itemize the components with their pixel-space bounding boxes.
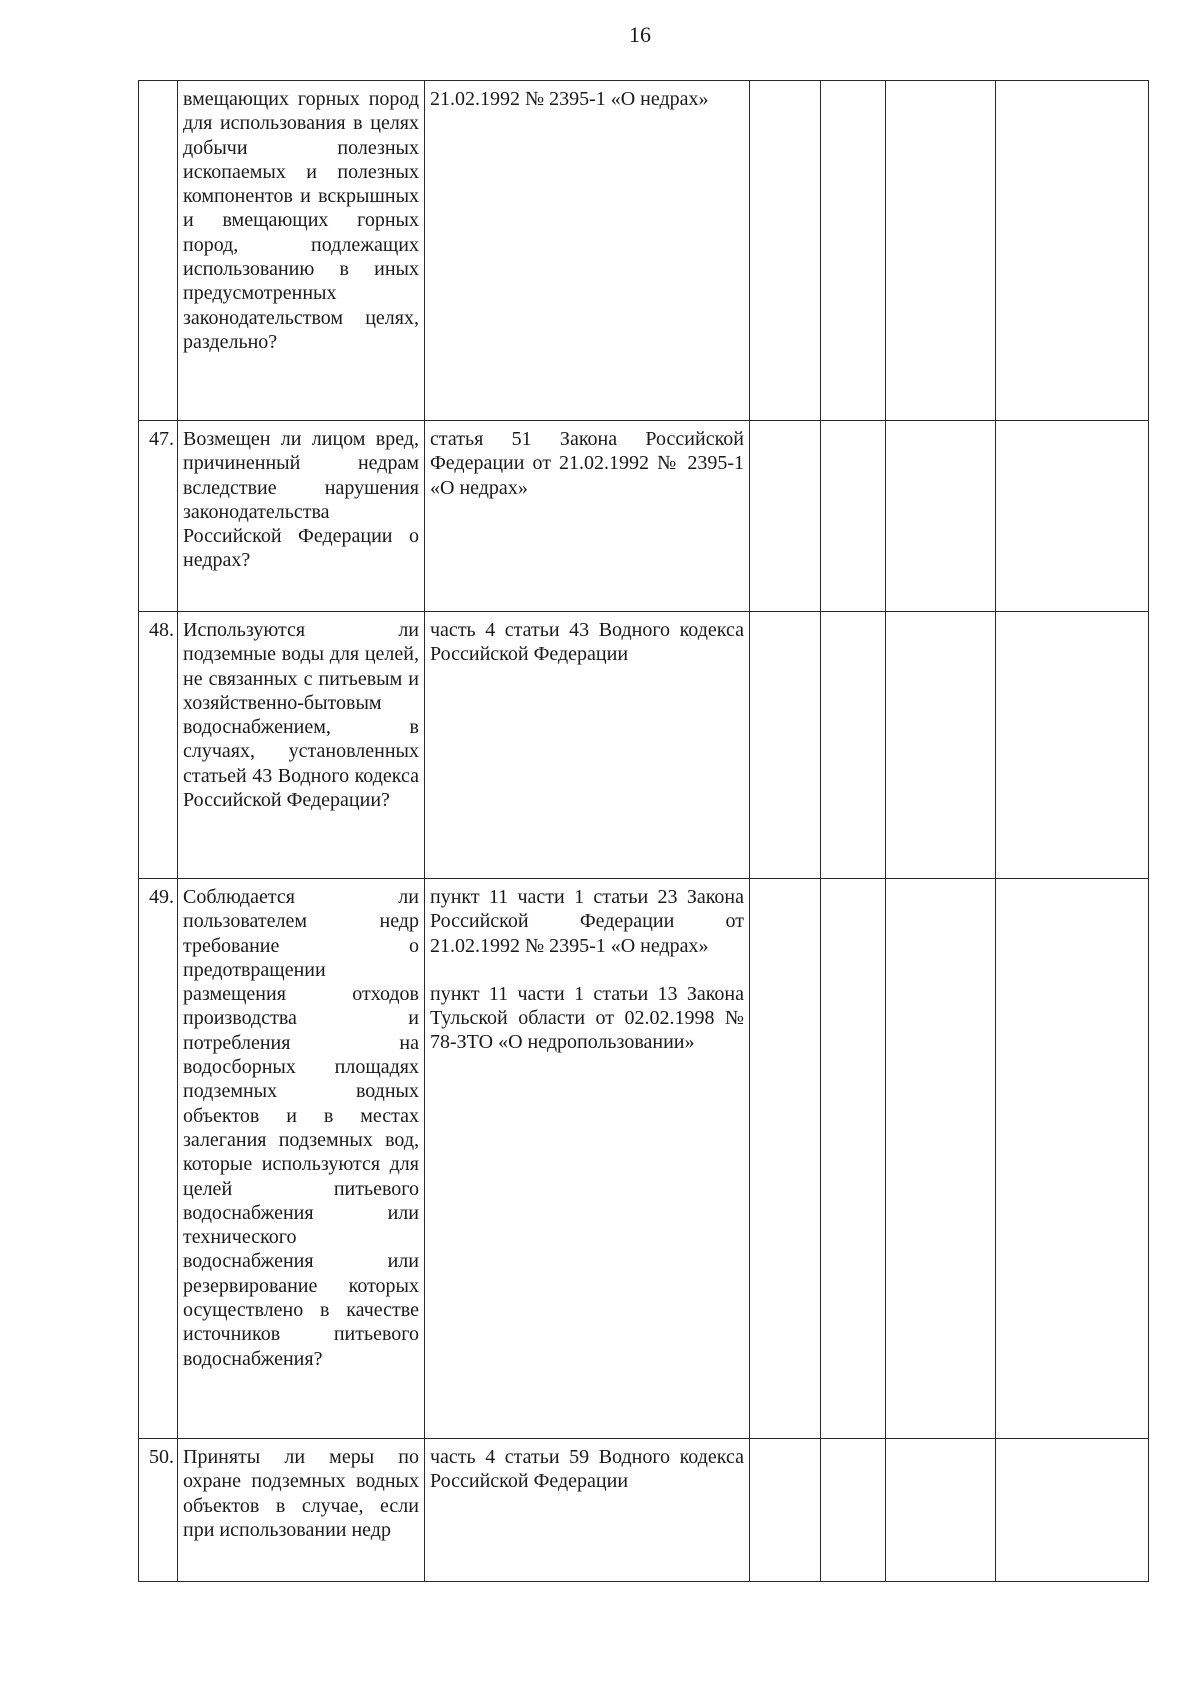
row-number: 47. (139, 421, 178, 612)
legal-basis-paragraph: часть 4 статьи 59 Водного кодекса Российской Федерации (430, 1446, 744, 1493)
answer-cell-not-applicable (886, 1439, 996, 1582)
question-text: Приняты ли меры по охране подземных водных объектов в случае, если при использовании недр (178, 1439, 425, 1582)
answer-cell-not-applicable (886, 81, 996, 421)
legal-basis (425, 612, 750, 879)
question-text: Используются ли подземные воды для целей, не связанных с питьевым и хозяйственно-бытовым водоснабжением, в случаях, установленных статьей 43 Водного кодекса Российской Федерации? (178, 612, 425, 879)
question-text: Возмещен ли лицом вред, причиненный недрам вследствие нарушения законодательства Российской Федерации о недрах? (178, 421, 425, 612)
question-text: вмещающих горных пород для использования в целях добычи полезных ископаемых и полезных компонентов и вскрышных и вмещающих горных пород, подлежащих использованию в иных предусмотренных законодательством целях, раздельно? (178, 81, 425, 421)
row-number: 48. (139, 612, 178, 879)
question-text: Соблюдается ли пользователем недр требование о предотвращении размещения отходов производства и потребления на водосборных площадях подземных водных объектов и в местах залегания подземных вод, которые используются для целей питьевого водоснабжения или технического водоснабжения или резервирование которых осуществлено в качестве источников питьевого водоснабжения? (178, 879, 425, 1439)
answer-cell-not-applicable (886, 879, 996, 1439)
answer-cell-not-applicable (886, 421, 996, 612)
answer-cell-no (821, 421, 886, 612)
answer-cell-yes (750, 81, 821, 421)
answer-cell-yes (750, 879, 821, 1439)
legal-basis-paragraph: пункт 11 части 1 статьи 23 Закона Российской Федерации от 21.02.1992 № 2395-1 «О недрах» (430, 886, 744, 957)
note-cell (996, 612, 1149, 879)
note-cell (996, 879, 1149, 1439)
note-cell (996, 81, 1149, 421)
answer-cell-no (821, 879, 886, 1439)
row-number: 50. (139, 1439, 178, 1582)
legal-basis-paragraph: пункт 11 части 1 статьи 13 Закона Тульской области от 02.02.1998 № 78-ЗТО «О недропользовании» (430, 982, 744, 1054)
page-number: 16 (629, 22, 651, 47)
answer-cell-not-applicable (886, 612, 996, 879)
legal-basis (425, 879, 750, 1439)
legal-basis-paragraph: часть 4 статьи 43 Водного кодекса Российской Федерации (430, 619, 744, 666)
legal-basis (425, 1439, 750, 1582)
legal-basis (425, 81, 750, 421)
table-row (139, 879, 1149, 1439)
answer-cell-no (821, 81, 886, 421)
answer-cell-yes (750, 612, 821, 879)
legal-basis (425, 421, 750, 612)
note-cell (996, 1439, 1149, 1582)
checklist-table (138, 80, 1149, 1582)
row-number (139, 81, 178, 421)
answer-cell-no (821, 612, 886, 879)
legal-basis-paragraph: 21.02.1992 № 2395-1 «О недрах» (430, 88, 709, 110)
table-row (139, 421, 1149, 612)
table-row (139, 1439, 1149, 1582)
note-cell (996, 421, 1149, 612)
row-number: 49. (139, 879, 178, 1439)
table-row (139, 81, 1149, 421)
table-row (139, 612, 1149, 879)
answer-cell-yes (750, 421, 821, 612)
answer-cell-no (821, 1439, 886, 1582)
legal-basis-paragraph: статья 51 Закона Российской Федерации от 21.02.1992 № 2395-1 «О недрах» (430, 428, 744, 499)
answer-cell-yes (750, 1439, 821, 1582)
